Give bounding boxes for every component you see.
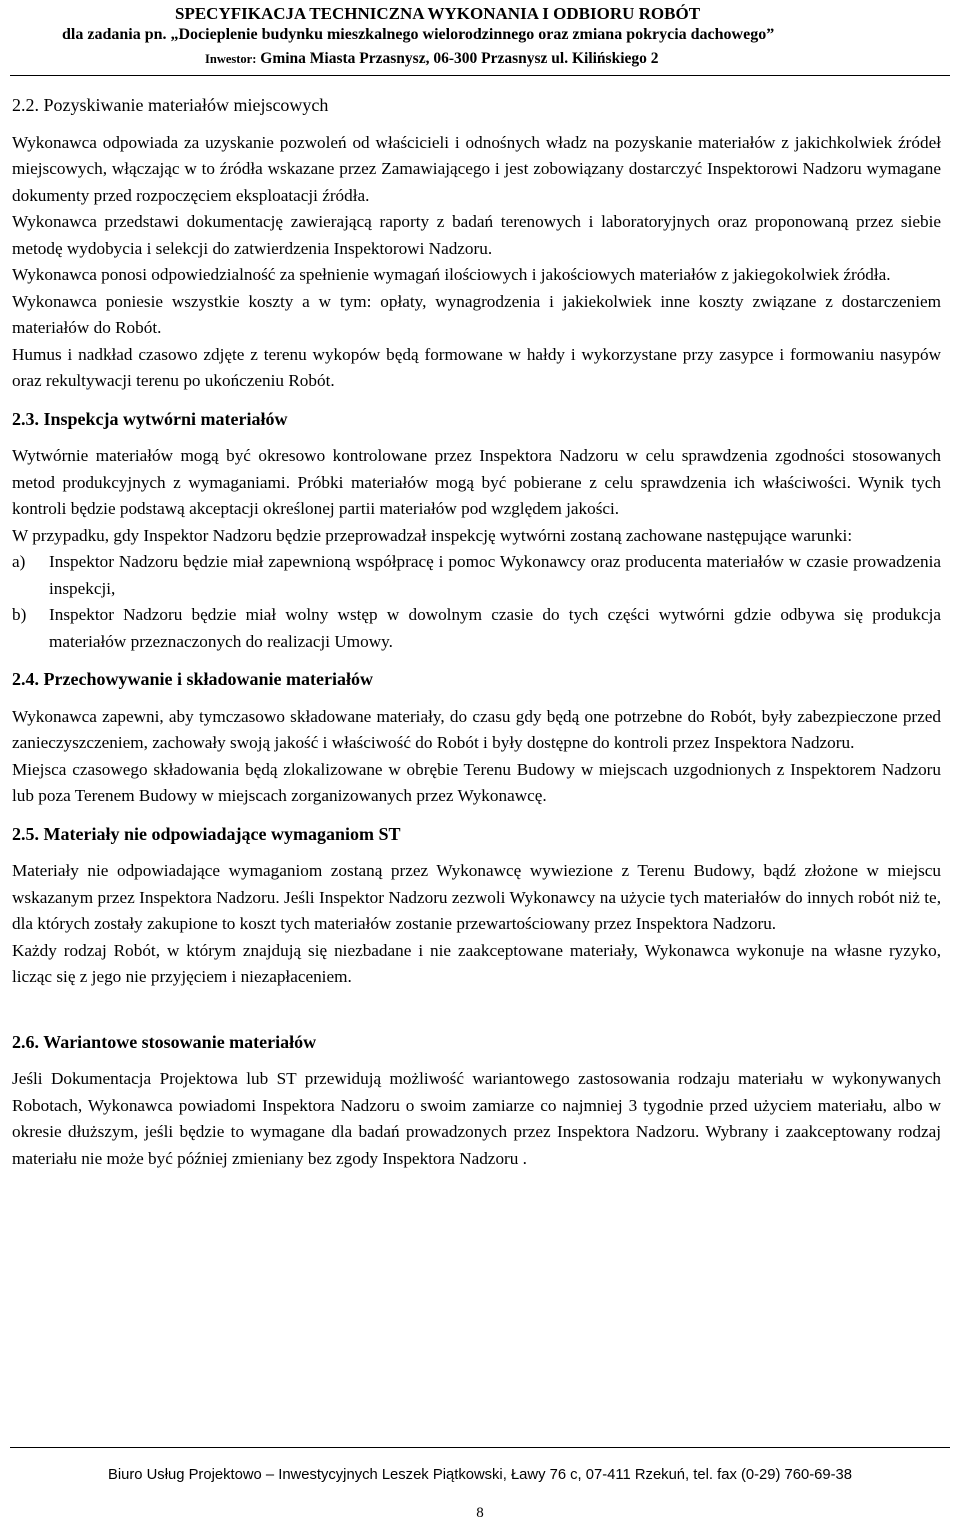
section-number: 2.6. (12, 1031, 39, 1052)
paragraph: Wykonawca odpowiada za uzyskanie pozwoleń od właścicieli i odnośnych władz na pozyskanie materiałów z jakichkolwiek źródeł miejscowych, włączając w to źródła wskazane przez Zamawiającego i jest zobowiązany dostarczyć Inspektorowi Nadzoru wymagane dokumenty przed rozpoczęciem eksploatacji źródła. (12, 132, 941, 205)
footer-divider (10, 1447, 950, 1448)
list-marker: b) (12, 605, 27, 624)
header-divider (10, 75, 950, 76)
section-number: 2.4. (12, 669, 39, 689)
section-number: 2.3. (12, 408, 39, 429)
section-title: Wariantowe stosowanie materiałów (43, 1031, 317, 1052)
paragraph: Miejsca czasowego składowania będą zlokalizowane w obrębie Terenu Budowy w miejscach uzgodnionych z Inspektorem Nadzoru lub poza Terenem Budowy w miejscach zorganizowanych przez Wykonawcę. (12, 759, 941, 805)
paragraph: Jeśli Dokumentacja Projektowa lub ST przewidują możliwość wariantowego zastosowania rodzaju materiału w wykonywanych Robotach, Wykonawca powiadomi Inspektora Nadzoru o swoim zamiarze co najmniej 3 tygodnie przed użyciem materiału, albo w okresie dłuższym, jeśli będzie to wymagane dla badań prowadzonych przez Inspektora Nadzoru. Wybrany i zaakceptowany rodzaj materiału nie może być później zmieniany bez zgody Inspektora Nadzoru . (12, 1069, 941, 1168)
paragraph: Wykonawca zapewni, aby tymczasowo składowane materiały, do czasu gdy będą one potrzebne do Robót, były zabezpieczone przed zanieczyszczeniem, zachowały swoją jakość i właściwość do Robót i były dostępne do kontroli przez Inspektora Nadzoru. (12, 706, 941, 752)
section-title: Inspekcja wytwórni materiałów (43, 408, 288, 429)
investor-value: Gmina Miasta Przasnysz, 06-300 Przasnysz ul. Kilińskiego 2 (256, 50, 659, 67)
section-title: Przechowywanie i składowanie materiałów (43, 669, 373, 689)
footer-text: Biuro Usług Projektowo – Inwestycyjnych Leszek Piątkowski, Ławy 76 c, 07-411 Rzekuń, tel. fax (0-29) 760-69-38 (107, 1467, 853, 1483)
section-title: Materiały nie odpowiadające wymaganiom ST (43, 823, 401, 844)
paragraph: W przypadku, gdy Inspektor Nadzoru będzie przeprowadzał inspekcję wytwórni zostaną zachowane następujące warunki: (12, 525, 853, 545)
paragraph: Wytwórnie materiałów mogą być okresowo kontrolowane przez Inspektora Nadzoru w celu sprawdzenia zgodności stosowanych metod produkcyjnych z wymaganiami. Próbki materiałów mogą być pobierane z celu sprawdzenia ich właściwości. Wynik tych kontroli będzie podstawą akceptacji określonej partii materiałów pod względem jakości. (12, 446, 941, 518)
paragraph: Humus i nadkład czasowo zdjęte z terenu wykopów będą formowane w hałdy i wykorzystane przy zasypce i formowaniu nasypów oraz rekultywacji terenu po ukończeniu Robót. (12, 344, 941, 390)
list-marker: a) (12, 552, 26, 571)
list-item (12, 549, 941, 602)
document-body (12, 92, 941, 1172)
list-item (12, 602, 941, 655)
paragraph: Wykonawca ponosi odpowiedzialność za spełnienie wymagań ilościowych i jakościowych materiałów z jakiegokolwiek źródła. (12, 265, 891, 284)
paragraph: Wykonawca przedstawi dokumentację zawierającą raporty z badań terenowych i laboratoryjnych oraz proponowaną przez siebie metodę wydobycia i selekcji do zatwierdzenia Inspektorowi Nadzoru. (12, 212, 941, 258)
section-number: 2.5. (12, 823, 39, 844)
list-item-text: Inspektor Nadzoru będzie miał zapewnioną współpracę i pomoc Wykonawcy oraz producenta materiałów w czasie prowadzenia inspekcji, (49, 552, 941, 598)
header-investor (205, 50, 659, 68)
paragraph: Każdy rodzaj Robót, w którym znajdują się niezbadane i nie zaakceptowane materiały, Wykonawca wykonuje na własne ryzyko, licząc się z jego nie przyjęciem i niezapłaceniem. (12, 940, 941, 986)
header-task: dla zadania pn. „Docieplenie budynku mieszkalnego wielorodzinnego oraz zmiana pokrycia dachowego” (62, 26, 775, 43)
paragraph: Wykonawca poniesie wszystkie koszty a w tym: opłaty, wynagrodzenia i jakiekolwiek inne koszty związane z dostarczeniem materiałów do Robót. (12, 291, 941, 337)
section-heading-2-6 (12, 1029, 941, 1056)
section-heading-2-2: 2.2. Pozyskiwanie materiałów miejscowych (12, 95, 329, 115)
header-title: SPECYFIKACJA TECHNICZNA WYKONANIA I ODBIORU ROBÓT (175, 4, 701, 23)
section-heading-2-4 (12, 666, 941, 693)
investor-label: Inwestor: (205, 52, 257, 66)
list-item-text: Inspektor Nadzoru będzie miał wolny wstęp w dowolnym czasie do tych części wytwórni gdzie odbywa się produkcja materiałów przeznaczonych do realizacji Umowy. (49, 605, 941, 651)
section-heading-2-5 (12, 821, 941, 848)
section-heading-2-3 (12, 406, 941, 433)
paragraph: Materiały nie odpowiadające wymaganiom zostaną przez Wykonawcę wywiezione z Terenu Budowy, bądź złożone w miejscu wskazanym przez Inspektora Nadzoru. Jeśli Inspektor Nadzoru zezwoli Wykonawcy na użycie tych materiałów do innych robót niż te, dla których zostały zakupione to koszt tych materiałów zostanie przewartościowany przez Inspektora Nadzoru. (12, 861, 941, 933)
page-number: 8 (476, 1505, 484, 1521)
